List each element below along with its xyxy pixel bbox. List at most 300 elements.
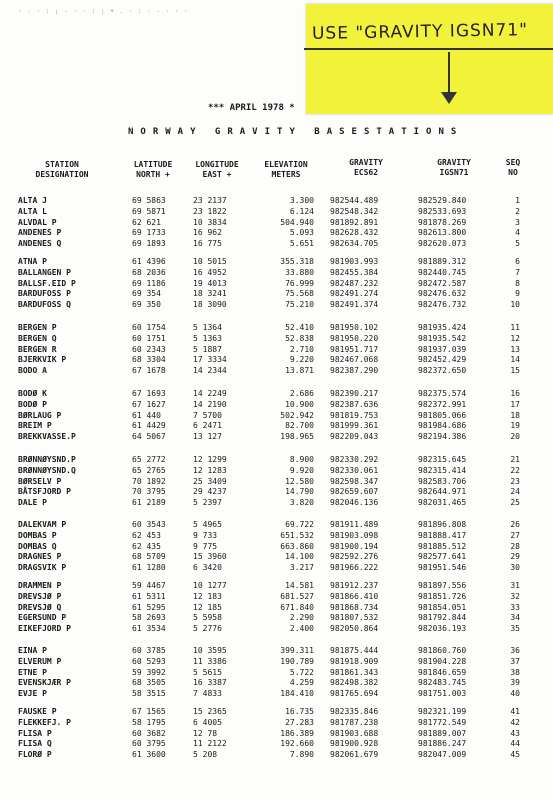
elevation: 2.710 [289,344,314,354]
elevation: 7.890 [289,750,314,760]
elevation: 2.290 [289,613,314,623]
elevation: 651.532 [280,530,314,540]
table-row [0,465,553,476]
seq-no: 45 [510,750,520,760]
gravity-ecs62: 982491.374 [330,300,379,310]
station-name: DREVSJØ Q [18,602,62,612]
seq-no: 39 [510,678,520,688]
elevation: 10.900 [285,399,314,409]
table-row [0,354,553,365]
station-name: DRAMMEN P [18,581,62,590]
latitude: 70 1892 [132,476,166,486]
elevation: 14.100 [285,552,314,562]
gravity-igsn71: 981897.556 [418,581,467,590]
longitude: 7 5700 [193,410,222,420]
seq-no: 40 [510,689,520,699]
latitude: 60 2343 [132,344,166,354]
longitude: 15 3960 [193,552,227,562]
station-name: ALTA J [18,196,47,205]
table-row [0,562,553,573]
longitude: 29 4237 [193,487,227,497]
station-name: BERGEN Q [18,333,57,343]
gravity-ecs62: 982046.136 [330,498,379,508]
elevation: 33.880 [285,267,314,277]
latitude: 69 350 [132,300,161,310]
header-latitude: LATITUDE NORTH + [133,160,173,179]
arrow-head-icon [441,92,457,104]
latitude: 68 5709 [132,552,166,562]
gravity-ecs62: 981903.688 [330,728,379,738]
table-row [0,195,553,206]
longitude: 14 2249 [193,389,227,398]
latitude: 69 1893 [132,239,166,249]
latitude: 65 2772 [132,455,166,464]
table-row [0,677,553,688]
latitude: 61 1280 [132,563,166,573]
seq-no: 18 [510,410,520,420]
station-name: BJERKVIK P [18,355,67,365]
station-name: ANDENES Q [18,239,62,249]
gravity-ecs62: 981875.444 [330,646,379,655]
gravity-ecs62: 982330.061 [330,465,379,475]
table-row [0,612,553,623]
elevation: 504.940 [280,217,314,227]
elevation: 502.942 [280,410,314,420]
table-row [0,227,553,238]
gravity-ecs62: 982498.382 [330,678,379,688]
gravity-igsn71: 982533.693 [418,206,467,216]
elevation: 355.318 [280,257,314,266]
seq-no: 19 [510,421,520,431]
table-row [0,717,553,728]
header-longitude: LONGITUDE EAST + [195,160,239,179]
seq-no: 27 [510,530,520,540]
longitude: 17 3334 [193,355,227,365]
elevation: 9.220 [289,355,314,365]
latitude: 61 3534 [132,624,166,634]
gravity-ecs62: 981911.489 [330,520,379,529]
gravity-igsn71: 982583.706 [418,476,467,486]
longitude: 5 5958 [193,613,222,623]
seq-no: 36 [510,646,520,655]
gravity-ecs62: 981912.237 [330,581,379,590]
longitude: 6 2471 [193,421,222,431]
latitude: 69 1186 [132,278,166,288]
longitude: 15 2365 [193,707,227,716]
gravity-ecs62: 981966.222 [330,563,379,573]
gravity-igsn71: 982644.971 [418,487,467,497]
elevation: 82.700 [285,421,314,431]
longitude: 6 3420 [193,563,222,573]
table-row [0,738,553,749]
latitude: 62 453 [132,530,161,540]
elevation: 14.581 [285,581,314,590]
gravity-ecs62: 981903.098 [330,530,379,540]
seq-no: 43 [510,728,520,738]
station-name: FLISA Q [18,739,52,749]
scan-noise: · · · : ; - · · : ; + . · : · - · · · [18,8,189,15]
gravity-igsn71: 981904.228 [418,656,467,666]
seq-no: 24 [510,487,520,497]
station-name: FLORØ P [18,750,52,760]
elevation: 190.789 [280,656,314,666]
elevation: 27.283 [285,717,314,727]
gravity-ecs62: 982634.705 [330,239,379,249]
longitude: 5 1887 [193,344,222,354]
seq-no: 33 [510,602,520,612]
gravity-igsn71: 982375.574 [418,389,467,398]
seq-no: 8 [515,278,520,288]
station-name: BREIM P [18,421,52,431]
latitude: 60 3795 [132,739,166,749]
gravity-igsn71: 982476.732 [418,300,467,310]
station-name: DOMBAS Q [18,541,57,551]
latitude: 58 1795 [132,717,166,727]
page-title: NORWAY GRAVITY BASESTATIONS [128,127,464,137]
gravity-igsn71: 981889.007 [418,728,467,738]
station-name: BÅTSFJORD P [18,487,71,497]
elevation: 186.389 [280,728,314,738]
latitude: 61 4396 [132,257,166,266]
station-name: EGERSUND P [18,613,67,623]
gravity-igsn71: 982577.641 [418,552,467,562]
station-name: FLISA P [18,728,52,738]
elevation: 4.259 [289,678,314,688]
latitude: 69 1733 [132,228,166,238]
latitude: 60 3543 [132,520,166,529]
latitude: 68 3505 [132,678,166,688]
gravity-igsn71: 981878.269 [418,217,467,227]
gravity-igsn71: 981937.039 [418,344,467,354]
gravity-ecs62: 982467.068 [330,355,379,365]
station-name: DRAGNES P [18,552,62,562]
table-row [0,288,553,299]
gravity-igsn71: 982613.800 [418,228,467,238]
station-name: BODØ P [18,399,47,409]
table-row [0,688,553,699]
elevation: 75.568 [285,289,314,299]
seq-no: 1 [515,196,520,205]
table-row [0,591,553,602]
elevation: 671.840 [280,602,314,612]
gravity-ecs62: 981868.734 [330,602,379,612]
elevation: 14.790 [285,487,314,497]
latitude: 61 5295 [132,602,166,612]
elevation: 5.093 [289,228,314,238]
station-name: BERGEN P [18,323,57,332]
gravity-igsn71: 981860.760 [418,646,467,655]
station-name: ANDENES P [18,228,62,238]
seq-no: 28 [510,541,520,551]
gravity-ecs62: 982455.384 [330,267,379,277]
latitude: 58 2693 [132,613,166,623]
gravity-igsn71: 982452.429 [418,355,467,365]
gravity-ecs62: 981999.361 [330,421,379,431]
table-row [0,530,553,541]
gravity-igsn71: 981935.424 [418,323,467,332]
gravity-ecs62: 981900.928 [330,739,379,749]
table-row [0,267,553,278]
sticky-note-text: USE "GRAVITY IGSN71" [311,20,529,44]
seq-no: 23 [510,476,520,486]
table-row [0,656,553,667]
elevation: 3.217 [289,563,314,573]
header-gravity-ecs62: GRAVITY ECS62 [349,158,383,177]
seq-no: 11 [510,323,520,332]
elevation: 681.527 [280,591,314,601]
latitude: 67 1678 [132,366,166,376]
seq-no: 16 [510,389,520,398]
gravity-ecs62: 981950.220 [330,333,379,343]
latitude: 59 4467 [132,581,166,590]
longitude: 9 775 [193,541,218,551]
seq-no: 4 [515,228,520,238]
gravity-igsn71: 981854.051 [418,602,467,612]
gravity-ecs62: 982548.342 [330,206,379,216]
table-row [0,388,553,399]
gravity-ecs62: 982061.679 [330,750,379,760]
latitude: 68 2036 [132,267,166,277]
table-row [0,299,553,310]
latitude: 61 5311 [132,591,166,601]
seq-no: 38 [510,667,520,677]
longitude: 12 183 [193,591,222,601]
gravity-igsn71: 981896.808 [418,520,467,529]
gravity-ecs62: 982387.636 [330,399,379,409]
gravity-igsn71: 982031.465 [418,498,467,508]
latitude: 64 5067 [132,432,166,442]
table-row [0,602,553,613]
station-name: BALLSF.EID P [18,278,76,288]
elevation: 5.651 [289,239,314,249]
elevation: 2.686 [289,389,314,398]
elevation: 8.900 [289,455,314,464]
latitude: 62 621 [132,217,161,227]
longitude: 14 2344 [193,366,227,376]
gravity-ecs62: 981950.102 [330,323,379,332]
gravity-igsn71: 982315.645 [418,455,467,464]
station-name: ELVERUM P [18,656,62,666]
seq-no: 30 [510,563,520,573]
latitude: 62 435 [132,541,161,551]
longitude: 5 2397 [193,498,222,508]
elevation: 16.735 [285,707,314,716]
gravity-igsn71: 982483.745 [418,678,467,688]
gravity-ecs62: 981866.410 [330,591,379,601]
station-name: ATNA P [18,257,47,266]
seq-no: 17 [510,399,520,409]
table-row [0,256,553,267]
longitude: 18 3241 [193,289,227,299]
table-row [0,206,553,217]
latitude: 69 5863 [132,196,166,205]
latitude: 61 3600 [132,750,166,760]
gravity-igsn71: 982036.193 [418,624,467,634]
longitude: 16 4952 [193,267,227,277]
longitude: 10 3595 [193,646,227,655]
longitude: 18 3090 [193,300,227,310]
gravity-igsn71: 981888.417 [418,530,467,540]
seq-no: 2 [515,206,520,216]
longitude: 7 4833 [193,689,222,699]
gravity-igsn71: 982529.840 [418,196,467,205]
table-row [0,431,553,442]
elevation: 192.660 [280,739,314,749]
elevation: 3.820 [289,498,314,508]
elevation: 13.871 [285,366,314,376]
table-row [0,645,553,656]
gravity-ecs62: 981765.694 [330,689,379,699]
station-name: DRAGSVIK P [18,563,67,573]
station-name: DALE P [18,498,47,508]
gravity-igsn71: 982194.386 [418,432,467,442]
station-name: BODO A [18,366,47,376]
gravity-igsn71: 981772.549 [418,717,467,727]
seq-no: 37 [510,656,520,666]
seq-no: 12 [510,333,520,343]
station-name: EIKEFJORD P [18,624,71,634]
elevation: 52.838 [285,333,314,343]
longitude: 10 5015 [193,257,227,266]
latitude: 58 3515 [132,689,166,699]
gravity-ecs62: 981892.891 [330,217,379,227]
gravity-igsn71: 981951.546 [418,563,467,573]
longitude: 5 4965 [193,520,222,529]
latitude: 67 1565 [132,707,166,716]
gravity-ecs62: 981861.343 [330,667,379,677]
elevation: 198.965 [280,432,314,442]
longitude: 12 1299 [193,455,227,464]
elevation: 5.722 [289,667,314,677]
longitude: 11 2122 [193,739,227,749]
longitude: 16 962 [193,228,222,238]
longitude: 11 3386 [193,656,227,666]
gravity-igsn71: 981885.512 [418,541,467,551]
station-name: ETNE P [18,667,47,677]
gravity-ecs62: 982491.274 [330,289,379,299]
table-row [0,399,553,410]
station-name: BRØNNØYSND.Q [18,465,76,475]
longitude: 12 1283 [193,465,227,475]
latitude: 60 1754 [132,323,166,332]
table-row [0,333,553,344]
gravity-igsn71: 982476.632 [418,289,467,299]
elevation: 52.410 [285,323,314,332]
gravity-igsn71: 982620.073 [418,239,467,249]
station-name: EINA P [18,646,47,655]
latitude: 68 3304 [132,355,166,365]
latitude: 61 4429 [132,421,166,431]
gravity-ecs62: 982335.846 [330,707,379,716]
latitude: 60 3785 [132,646,166,655]
table-row [0,728,553,739]
latitude: 61 440 [132,410,161,420]
seq-no: 34 [510,613,520,623]
longitude: 23 1822 [193,206,227,216]
station-name: EVJE P [18,689,47,699]
elevation: 3.300 [289,196,314,205]
gravity-igsn71: 982315.414 [418,465,467,475]
seq-no: 20 [510,432,520,442]
gravity-ecs62: 982209.043 [330,432,379,442]
header-gravity-igsn71: GRAVITY IGSN71 [437,158,471,177]
latitude: 65 2765 [132,465,166,475]
table-row [0,497,553,508]
table-row [0,217,553,228]
gravity-ecs62: 982628.432 [330,228,379,238]
gravity-ecs62: 981903.993 [330,257,379,266]
longitude: 9 733 [193,530,218,540]
longitude: 6 4005 [193,717,222,727]
longitude: 23 2137 [193,196,227,205]
longitude: 13 127 [193,432,222,442]
longitude: 10 1277 [193,581,227,590]
seq-no: 6 [515,257,520,266]
longitude: 16 3387 [193,678,227,688]
header-seq-no: SEQ NO [505,158,521,177]
gravity-ecs62: 981819.753 [330,410,379,420]
table-row [0,541,553,552]
elevation: 75.210 [285,300,314,310]
station-name: BØRSELV P [18,476,62,486]
table-row [0,667,553,678]
table-row [0,365,553,376]
seq-no: 7 [515,267,520,277]
station-name: DALEKVAM P [18,520,67,529]
gravity-ecs62: 982544.489 [330,196,379,205]
station-name: BALLANGEN P [18,267,71,277]
seq-no: 35 [510,624,520,634]
header-elevation: ELEVATION METERS [264,160,308,179]
latitude: 60 3682 [132,728,166,738]
latitude: 70 3795 [132,487,166,497]
seq-no: 44 [510,739,520,749]
seq-no: 32 [510,591,520,601]
longitude: 19 4013 [193,278,227,288]
table-row [0,519,553,530]
station-name: BØRLAUG P [18,410,62,420]
gravity-igsn71: 982372.991 [418,399,467,409]
longitude: 5 2776 [193,624,222,634]
gravity-ecs62: 982487.232 [330,278,379,288]
elevation: 6.124 [289,206,314,216]
station-name: FLEKKEFJ. P [18,717,71,727]
longitude: 25 3409 [193,476,227,486]
gravity-igsn71: 982472.587 [418,278,467,288]
longitude: 12 78 [193,728,218,738]
table-row [0,706,553,717]
gravity-igsn71: 981751.003 [418,689,467,699]
station-name: EVENSKJÆR P [18,678,71,688]
table-row [0,623,553,634]
elevation: 184.410 [280,689,314,699]
latitude: 69 354 [132,289,161,299]
longitude: 12 185 [193,602,222,612]
seq-no: 21 [510,455,520,464]
seq-no: 25 [510,498,520,508]
seq-no: 9 [515,289,520,299]
elevation: 663.860 [280,541,314,551]
longitude: 5 1364 [193,323,222,332]
table-row [0,420,553,431]
longitude: 10 3834 [193,217,227,227]
station-name: BERGEN R [18,344,57,354]
gravity-ecs62: 982387.290 [330,366,379,376]
latitude: 67 1627 [132,399,166,409]
header-station: STATION DESIGNATION [35,160,89,179]
station-name: BARDUFOSS Q [18,300,71,310]
gravity-ecs62: 981787.238 [330,717,379,727]
